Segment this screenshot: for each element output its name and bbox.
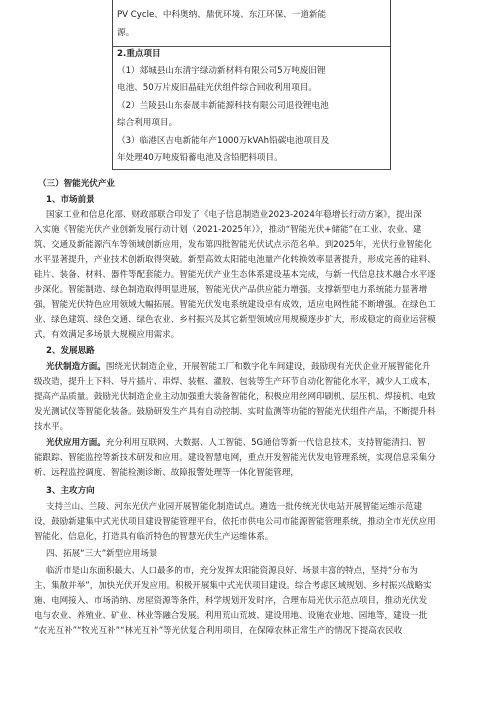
table-line: 年处理40万吨废铅蓄电池及含铅肥料项目。 xyxy=(117,153,283,163)
table-bottom-border xyxy=(113,169,390,170)
table-line: （3）临港区吉电新能年产1000万kVAh铅碳电池项目及 xyxy=(117,136,330,146)
paragraph-line: 国家工业和信息化部、财政部联合印发了《电子信息制造业2023-2024年稳增长行动方案》，提出深 xyxy=(46,210,422,220)
paragraph-line: 支持兰山、兰陵、河东光伏产业园开展智能化制造试点。遴选一批传统光伏电站开展智能运维示范建 xyxy=(46,502,423,512)
paragraph-line: 入实施《智能光伏产业创新发展行动计划（2021-2025年）》，推动“智能光伏+储能”在工业、农业、建 xyxy=(34,225,422,235)
paragraph-line: 临沂市是山东面积最大、人口最多的市，充分发挥太阳能资源良好、场景丰富的特点，坚持“分布为 xyxy=(46,566,418,576)
paragraph-line: 发光测试仪等智能化装备。鼓励研发生产具有自动控制、实时监测等功能的智能光伏组件产品，不断提升科 xyxy=(34,407,436,417)
paragraph-line: 水平显著提升，产业技术创新取得突破。新型高效太阳能电池量产化转换效率显著提升，形成完善的硅料、 xyxy=(34,255,436,265)
lead-manufacturing: 光伏制造方面。 xyxy=(46,362,106,372)
table-divider xyxy=(113,46,390,47)
paragraph-line: 提高产品质量。鼓励光伏制造企业主动加强重大装备智能化，积极应用丝网印刷机、层压机、焊接机、电致 xyxy=(34,392,436,402)
heading-development-ideas: 2、发展思路 xyxy=(46,346,95,356)
heading-main-direction: 3、主攻方向 xyxy=(46,486,95,496)
paragraph-line: 强，智能光伏特色应用领域大幅拓展。智能光伏发电系统建设卓有成效，适应电网性能不断增强。在绿色工 xyxy=(34,300,436,310)
paragraph-line: 能跟踪、智能监控等新技术研发和应用。建设智慧电网，重点开发智能光伏发电管理系统，实现信息采集分 xyxy=(34,453,436,463)
table-cell-box xyxy=(112,0,391,170)
paragraph-line: 析、远程监控调度、智能检测诊断、故障报警处理等一体化智能管理， xyxy=(34,468,299,478)
paragraph-line: 主、集散并举”，加快光伏开发应用。积极开展集中式光伏项目建设。综合考虑区域规划、乡村振兴战略实 xyxy=(34,581,432,591)
table-line: PV Cycle、中科奥纳、鼎优环境、东江环保、一道新能 xyxy=(117,10,327,20)
paragraph-line: 式，有效满足多场景大规模应用需求。 xyxy=(34,330,180,340)
lead-application: 光伏应用方面。 xyxy=(46,438,106,448)
paragraph-line: 电与农业、养殖业、矿业、林业等融合发展。利用荒山荒坡、建设用地、设施农业地、园地等，建设一批 xyxy=(34,611,428,621)
table-subheading: 2.重点项目 xyxy=(117,49,161,59)
heading-new-scenarios: 四、拓展“三大”新型应用场景 xyxy=(46,549,158,559)
table-line: 源。 xyxy=(117,28,135,38)
heading-market-outlook: 1、市场前景 xyxy=(46,195,95,205)
table-line: 综合利用项目。 xyxy=(117,118,178,128)
paragraph-line: 技水平。 xyxy=(34,422,69,432)
paragraph-line: 步深化。智能制造、绿色制造取得明显进展，智能光伏产品供应能力增强。支撑新型电力系统能力显著增 xyxy=(34,285,428,295)
paragraph-line: 光伏应用方面。充分利用互联网、大数据、人工智能、5G通信等新一代信息技术，支持智能清扫、智 xyxy=(46,438,426,448)
section-title: （三）智能光伏产业 xyxy=(38,179,115,189)
paragraph-line: 硅片、装备、材料、器件等配套能力。智能光伏产业生态体系建设基本完成，与新一代信息技术融合水平逐 xyxy=(34,270,436,280)
paragraph-line: 业、绿色建筑、绿色交通、绿色农业、乡村振兴及其它新型领域应用规模逐步扩大，形成稳定的商业运营模 xyxy=(34,315,436,325)
table-line: （1）郯城县山东清宇绿动新材料有限公司5万吨废旧锂 xyxy=(117,66,326,76)
paragraph-line: “农光互补”“牧光互补”“林光互补”等光伏复合利用项目，在保障农林正常生产的情况下提高农民收 xyxy=(34,626,403,636)
table-line: 电池、50万片废旧晶硅光伏组件综合回收利用项目。 xyxy=(117,83,317,93)
paragraph-line: 智能化、信息化，打造具有临沂特色的智慧光伏生产运维体系。 xyxy=(34,532,274,542)
paragraph-line: 施、电网接入、市场消纳、房屋资源等条件，科学规划开发时序，合理布局光伏示范点项目，推动光伏发 xyxy=(34,596,428,606)
paragraph-line: 光伏制造方面。围绕光伏制造企业，开展智能工厂和数字化车间建设，鼓励现有光伏企业开展智能化升 xyxy=(46,362,431,372)
paragraph-line: 级改造，提升上下料、导片插片、串焊、装框、灌胶、包装等生产环节自动化智能化水平，减少人工成本， xyxy=(34,377,436,387)
paragraph-line: 设，鼓励新建集中式光伏项目建设智能管理平台，依托市供电公司市能源智能管理系统，推动全市光伏应用 xyxy=(34,517,436,527)
table-line: （2）兰陵县山东泰晟丰新能源科技有限公司退役锂电池 xyxy=(117,101,329,111)
paragraph-line: 筑、交通及新能源汽车等领域创新应用，发布第四批智能光伏试点示范名单。到2025年，光伏行业智能化 xyxy=(34,240,432,250)
